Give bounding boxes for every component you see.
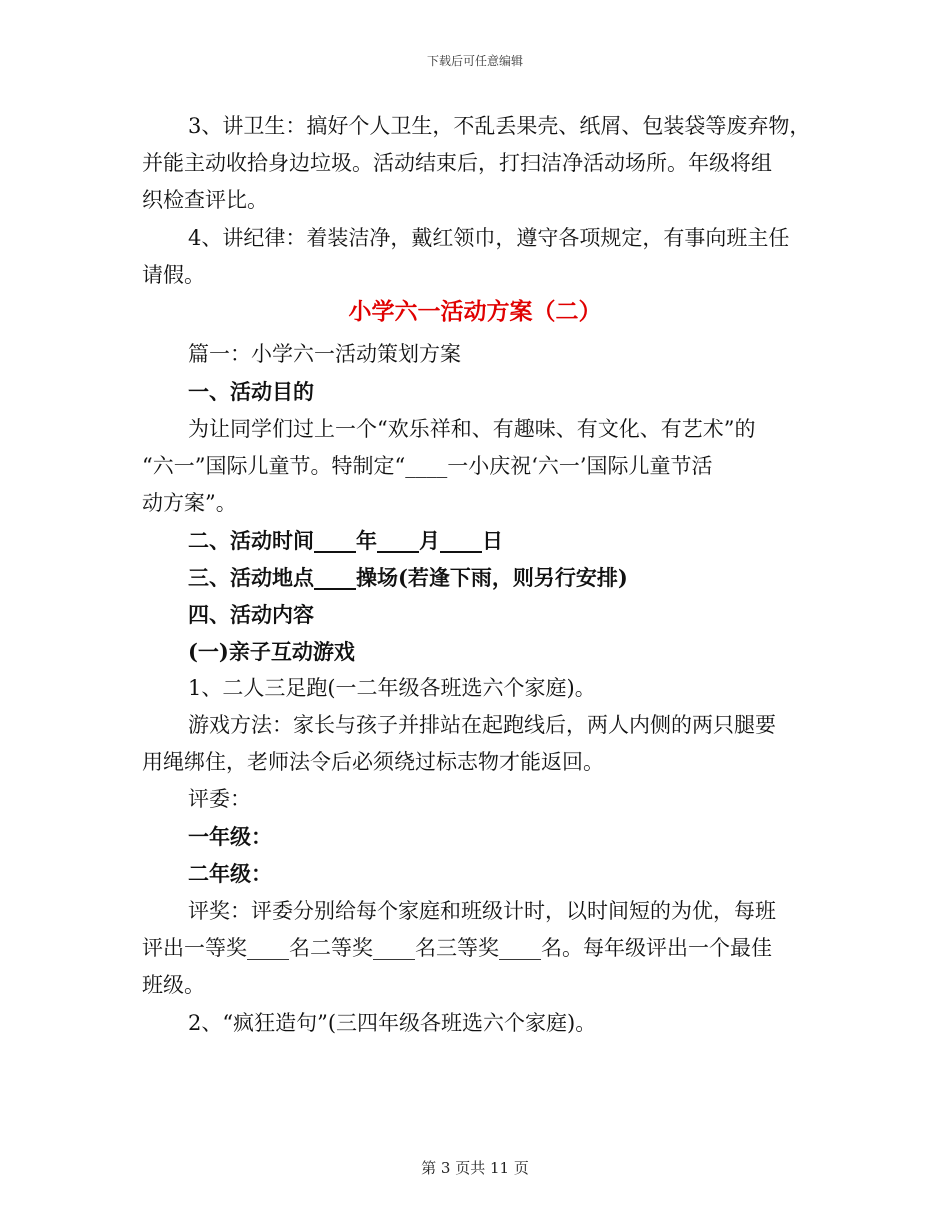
paragraph-line: 为让同学们过上一个“欢乐祥和、有趣味、有文化、有艺术”的	[188, 417, 756, 441]
heading-purpose: 一、活动目的	[188, 379, 314, 404]
paragraph-line: 1、二人三足跑(一二年级各班选六个家庭)。	[188, 676, 596, 700]
paragraph-line: 并能主动收拾身边垃圾。活动结束后，打扫洁净活动场所。年级将组	[142, 151, 772, 175]
heading-parent-child-games: (一)亲子互动游戏	[188, 639, 355, 664]
paragraph-line: 用绳绑住，老师法令后必须绕过标志物才能返回。	[142, 750, 604, 774]
paragraph-line: “六一”国际儿童节。特制定“____一小庆祝‘六一’国际儿童节活	[142, 454, 713, 478]
page-footer: 第 3 页共 11 页	[421, 1159, 529, 1177]
heading-time: 二、活动时间____年____月____日	[188, 528, 503, 553]
paragraph-line: 3、讲卫生：搞好个人卫生，不乱丢果壳、纸屑、包装袋等废弃物，	[188, 114, 811, 138]
paragraph-line: 游戏方法：家长与孩子并排站在起跑线后，两人内侧的两只腿要	[188, 713, 776, 737]
paragraph-line: 4、讲纪律：着装洁净，戴红领巾，遵守各项规定，有事向班主任	[188, 226, 790, 250]
section-title: 小学六一活动方案（二）	[348, 298, 602, 325]
paragraph-line: 2、“疯狂造句”(三四年级各班选六个家庭)。	[188, 1011, 597, 1035]
grade-two-label: 二年级：	[188, 861, 272, 886]
paragraph-line: 请假。	[142, 263, 205, 287]
grade-one-label: 一年级：	[188, 824, 272, 849]
paragraph-line: 织检查评比。	[142, 188, 268, 212]
paragraph-line: 动方案”。	[142, 491, 237, 515]
subtitle: 篇一：小学六一活动策划方案	[188, 342, 461, 366]
heading-content: 四、活动内容	[188, 602, 314, 627]
heading-location: 三、活动地点____操场(若逢下雨，则另行安排)	[188, 565, 628, 590]
page-header: 下载后可任意编辑	[426, 54, 523, 68]
paragraph-line: 评出一等奖____名二等奖____名三等奖____名。每年级评出一个最佳	[142, 936, 772, 960]
paragraph-line: 评奖：评委分别给每个家庭和班级计时，以时间短的为优，每班	[188, 899, 776, 923]
paragraph-line: 评委：	[188, 787, 251, 811]
paragraph-line: 班级。	[142, 973, 205, 997]
